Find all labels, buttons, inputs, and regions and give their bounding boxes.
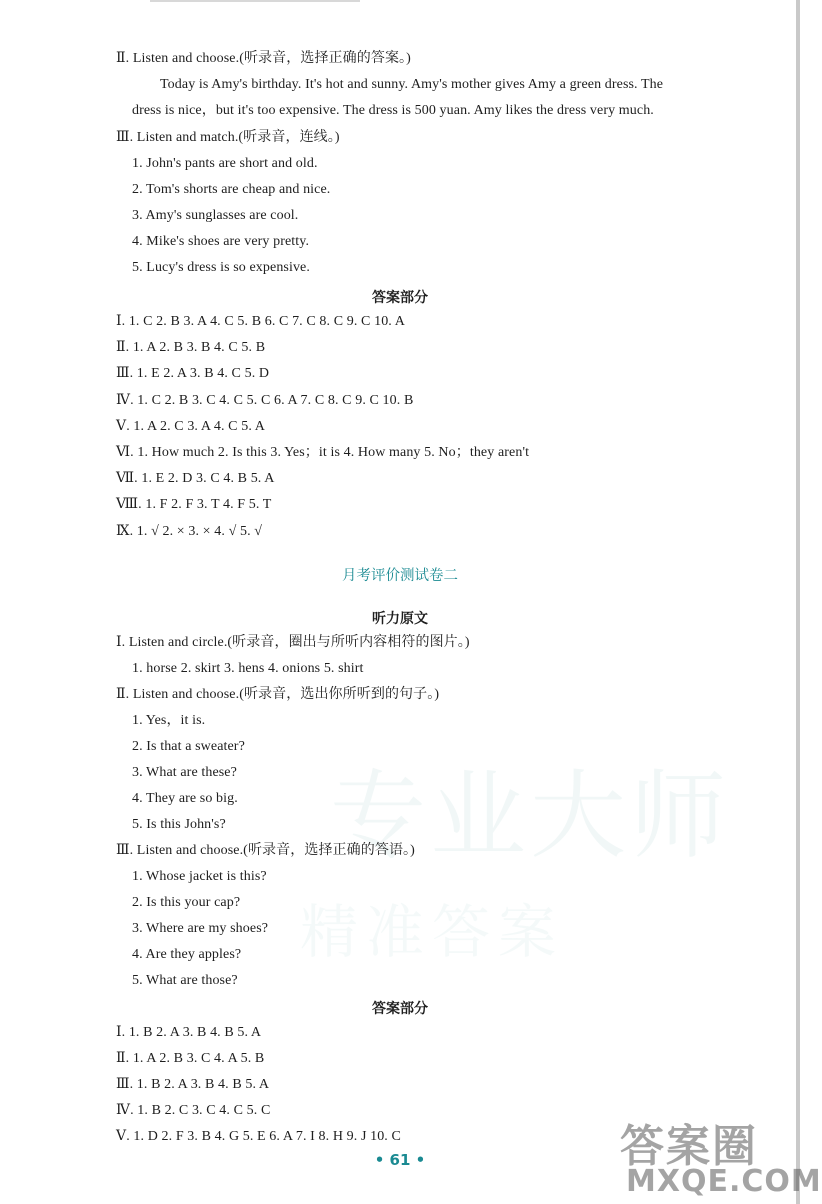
list-item: 1. horse 2. skirt 3. hens 4. onions 5. shirt <box>132 661 364 676</box>
list-item: 5. What are those? <box>132 973 238 988</box>
answer-row: Ⅸ. 1. √ 2. × 3. × 4. √ 5. √ <box>116 524 263 539</box>
list-item: 2. Tom's shorts are cheap and nice. <box>132 182 331 197</box>
answer-row: Ⅵ. 1. How much 2. Is this 3. Yes；it is 4. How many 5. No；they aren't <box>116 445 530 460</box>
listening-heading: 听力原文 <box>372 611 428 627</box>
answer-row: Ⅲ. 1. E 2. A 3. B 4. C 5. D <box>116 366 270 381</box>
answer-row: Ⅶ. 1. E 2. D 3. C 4. B 5. A <box>116 471 275 486</box>
answer-row: Ⅰ. 1. C 2. B 3. A 4. C 5. B 6. C 7. C 8. C 9. C 10. A <box>116 314 405 329</box>
passage-line: dress is nice，but it's too expensive. The dress is 500 yuan. Amy likes the dress very much. <box>132 103 654 118</box>
answer-row: Ⅰ. 1. B 2. A 3. B 4. B 5. A <box>116 1025 262 1040</box>
section-iii-label: Ⅲ. Listen and choose.(听录音，选择正确的答语。) <box>116 843 415 858</box>
section-ii-label: Ⅱ. Listen and choose.(听录音，选出你所听到的句子。) <box>116 687 440 702</box>
watermark-subtext: 精准答案 <box>300 898 565 966</box>
list-item: 1. Whose jacket is this? <box>132 869 267 884</box>
passage-line: Today is Amy's birthday. It's hot and sunny. Amy's mother gives Amy a green dress. The <box>160 77 664 92</box>
site-logo <box>610 1108 822 1202</box>
answer-row: Ⅷ. 1. F 2. F 3. T 4. F 5. T <box>116 497 272 512</box>
page-number: • 61 • <box>374 1151 426 1169</box>
section-i-label: Ⅰ. Listen and circle.(听录音，圈出与所听内容相符的图片。) <box>116 635 470 650</box>
answers-heading: 答案部分 <box>372 290 428 306</box>
answer-row: Ⅱ. 1. A 2. B 3. C 4. A 5. B <box>116 1051 265 1066</box>
list-item: 5. Is this John's? <box>132 817 226 832</box>
answer-row: Ⅳ. 1. B 2. C 3. C 4. C 5. C <box>116 1103 271 1118</box>
page-edge-top <box>150 0 360 2</box>
section-ii-label: Ⅱ. Listen and choose.(听录音，选择正确的答案。) <box>116 51 411 66</box>
watermark-text: 专业大师 <box>330 760 730 872</box>
list-item: 3. Amy's sunglasses are cool. <box>132 208 299 223</box>
answers-heading: 答案部分 <box>372 1001 428 1017</box>
test-title: 月考评价测试卷二 <box>342 568 458 584</box>
page-edge-right <box>796 0 800 1204</box>
list-item: 4. Mike's shoes are very pretty. <box>132 234 310 249</box>
list-item: 1. Yes，it is. <box>132 713 206 728</box>
section-iii-label: Ⅲ. Listen and match.(听录音，连线。) <box>116 130 340 145</box>
list-item: 2. Is this your cap? <box>132 895 241 910</box>
list-item: 4. They are so big. <box>132 791 238 806</box>
list-item: 2. Is that a sweater? <box>132 739 245 754</box>
list-item: 3. Where are my shoes? <box>132 921 269 936</box>
list-item: 4. Are they apples? <box>132 947 242 962</box>
list-item: 1. John's pants are short and old. <box>132 156 318 171</box>
list-item: 3. What are these? <box>132 765 237 780</box>
list-item: 5. Lucy's dress is so expensive. <box>132 260 310 275</box>
answer-row: Ⅲ. 1. B 2. A 3. B 4. B 5. A <box>116 1077 270 1092</box>
answer-row: Ⅱ. 1. A 2. B 3. B 4. C 5. B <box>116 340 266 355</box>
logo-url: MXQE.COM <box>626 1164 822 1199</box>
logo-text: 答案圈 <box>620 1121 758 1172</box>
answer-row: Ⅳ. 1. C 2. B 3. C 4. C 5. C 6. A 7. C 8. C 9. C 10. B <box>116 393 414 408</box>
answer-row: Ⅴ. 1. D 2. F 3. B 4. G 5. E 6. A 7. I 8. H 9. J 10. C <box>116 1129 401 1144</box>
answer-row: Ⅴ. 1. A 2. C 3. A 4. C 5. A <box>116 419 265 434</box>
